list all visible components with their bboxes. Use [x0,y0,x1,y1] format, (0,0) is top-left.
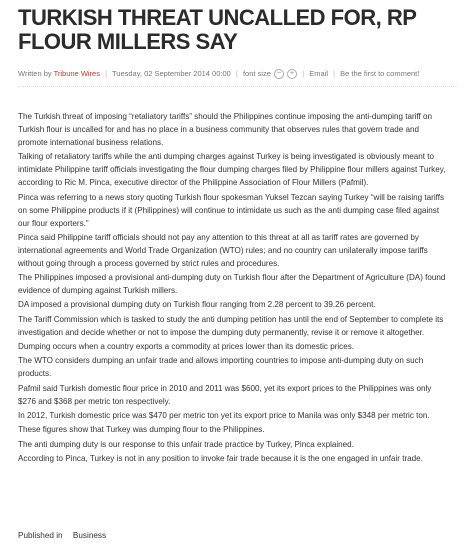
article-paragraph: Talking of retaliatory tariffs while the anti dumping charges against Turkey is being investigated is obviously meant to intimidate Philippine tariff officials investigating the flour dumping charges filed by Philippine flour millers against Turkey, according to Ric M. Pinca, executive director of the Philippine Association of Flour Millers (Pafmil). [18,152,446,188]
article-meta [18,68,458,80]
article-paragraph: The anti dumping duty is our response to this unfair trade practice by Turkey, Pinca explained. [18,439,354,449]
article-paragraph: These figures show that Turkey was dumping flour to the Philippines. [18,425,265,435]
email-link[interactable]: Email [309,69,328,78]
article-title: TURKISH THREAT UNCALLED FOR, RP FLOUR MILLERS SAY [18,5,417,54]
article-paragraph: The WTO considers dumping an unfair trade and allows importing countries to impose anti-dumping duty on such products. [18,356,424,379]
comment-link[interactable]: Be the first to comment! [340,69,420,78]
decrease-font-size-button[interactable]: − [274,69,284,79]
meta-divider-line [18,86,458,87]
article-paragraph: Pafmil said Turkish domestic flour price in 2010 and 2011 was $600, yet its export prices to the Philippines was only $276 and $368 per metric ton respectively. [18,383,432,406]
published-in-label: Published in [18,531,63,540]
meta-divider: | [302,69,305,78]
font-size-label: font size [242,69,271,78]
article-paragraph: The Turkish threat of imposing “retaliatory tariffs” should the Philippines continue imposing the anti-dumping tariff on Turkish flour is uncalled for and has no place in a business community that observes rules that govern trade and promote international business relations. [18,112,433,147]
written-by-label: Written by [18,69,52,78]
meta-divider: | [105,69,108,78]
increase-font-size-button[interactable]: + [287,69,297,79]
article-paragraph: According to Pinca, Turkey is not in any position to invoke fair trade because it is the one engaged in unfair trade. [18,453,423,463]
article-paragraph: The Philippines imposed a provisional anti-dumping duty on Turkish flour after the Department of Agriculture (DA) found evidence of dumping against Turkish millers. [18,273,446,296]
article-paragraph: The Tariff Commission which is tasked to study the anti dumping petition has until the end of September to complete its investigation and decide whether or not to impose the dumping duty permanently, revise it or remove it altogether. [18,314,444,337]
article-paragraph: DA imposed a provisional dumping duty on Turkish flour ranging from 2.28 percent to 39.26 percent. [18,300,376,310]
article-paragraph: Pinca was referring to a news story quoting Turkish flour spokesman Yuksel Tezcan saying Turkey “will be raising tariffs on some Philippine products if it (Philippines) will continue to intimidate us such as the anti dumping case filed against our flour exporters.” [18,192,445,228]
author-link[interactable]: Tribune Wires [53,69,100,78]
article-footer [18,531,106,540]
article-body [18,110,450,466]
category-link[interactable]: Business [72,531,107,540]
publish-date: Tuesday, 02 September 2014 00:00 [111,69,231,78]
meta-divider: | [333,69,336,78]
article-paragraph: In 2012, Turkish domestic price was $470 per metric ton yet its export price to Manila was only $348 per metric ton. [18,410,430,420]
meta-divider: | [235,69,238,78]
article-paragraph: Pinca said Philippine tariff officials should not pay any attention to this threat at all as tariff rates are governed by international agreements and World Trade Organization (WTO) rules; and no country can unilaterally impose tariffs without going through a process governed by strict rules and procedures. [18,232,428,268]
article-paragraph: Dumping occurs when a country exports a commodity at prices lower than its domestic prices. [18,342,355,352]
